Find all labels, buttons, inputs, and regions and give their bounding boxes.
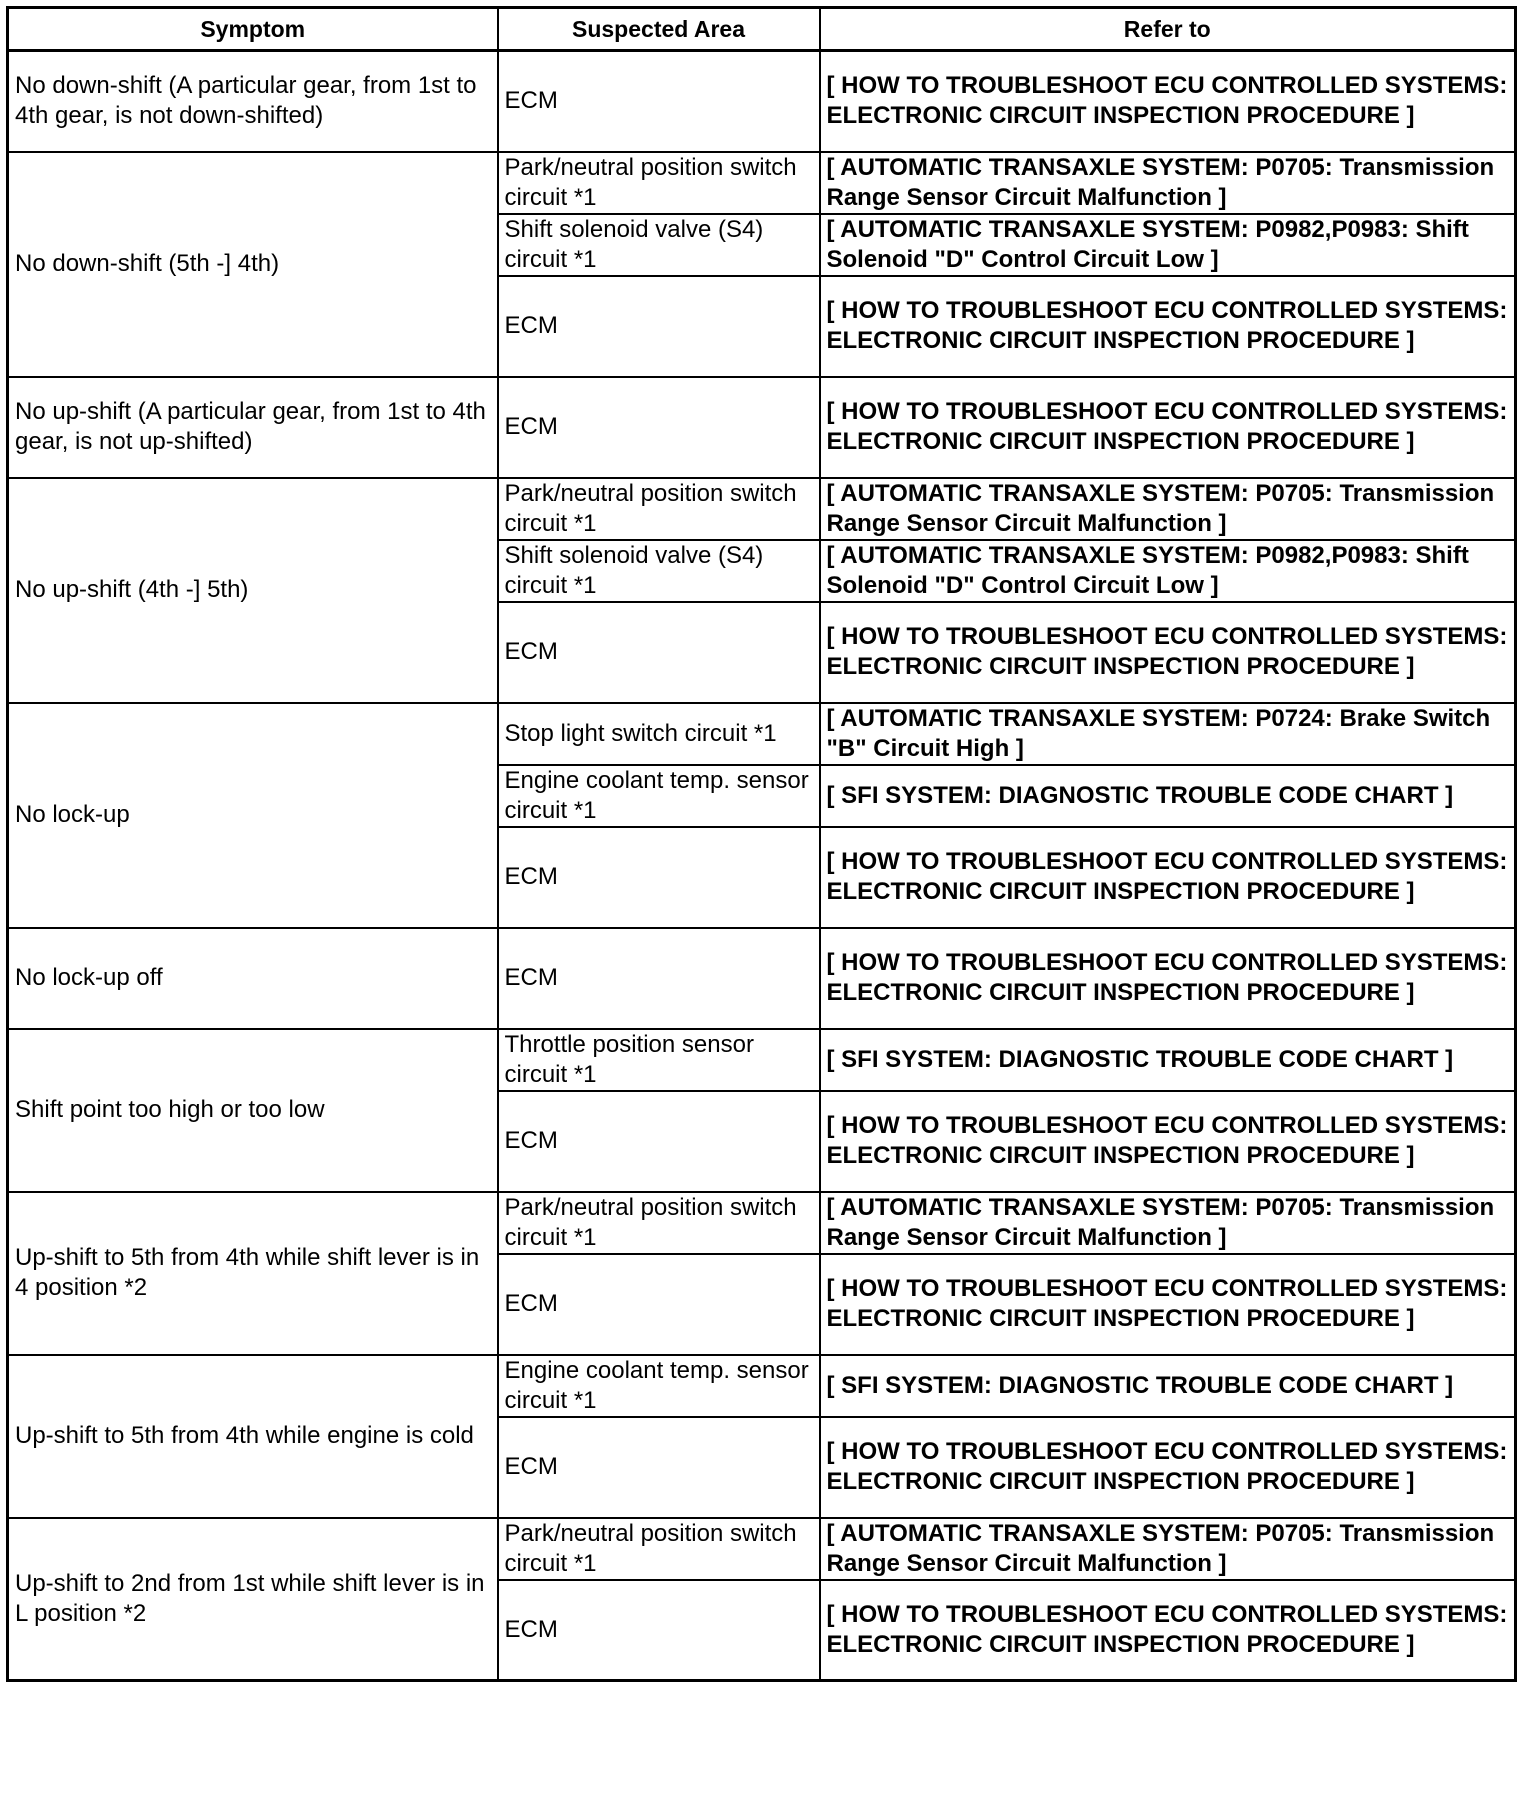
header-suspected-area: Suspected Area <box>498 8 820 51</box>
refer-to-cell: [ AUTOMATIC TRANSAXLE SYSTEM: P0705: Transmission Range Sensor Circuit Malfunction ] <box>820 1518 1516 1580</box>
symptom-cell: No up-shift (A particular gear, from 1st to 4th gear, is not up-shifted) <box>8 377 498 478</box>
table-row <box>8 703 1516 765</box>
table-row <box>8 1355 1516 1417</box>
suspected-area-cell: ECM <box>498 377 820 478</box>
header-symptom: Symptom <box>8 8 498 51</box>
suspected-area-cell: Throttle position sensor circuit *1 <box>498 1029 820 1091</box>
refer-to-cell: [ HOW TO TROUBLESHOOT ECU CONTROLLED SYSTEMS: ELECTRONIC CIRCUIT INSPECTION PROCEDURE ] <box>820 1091 1516 1192</box>
suspected-area-cell: ECM <box>498 51 820 152</box>
table-row <box>8 1029 1516 1091</box>
symptom-cell: Up-shift to 5th from 4th while shift lever is in 4 position *2 <box>8 1192 498 1355</box>
refer-to-cell: [ HOW TO TROUBLESHOOT ECU CONTROLLED SYSTEMS: ELECTRONIC CIRCUIT INSPECTION PROCEDURE ] <box>820 928 1516 1029</box>
suspected-area-cell: Shift solenoid valve (S4) circuit *1 <box>498 214 820 276</box>
suspected-area-cell: Park/neutral position switch circuit *1 <box>498 1192 820 1254</box>
refer-to-cell: [ HOW TO TROUBLESHOOT ECU CONTROLLED SYSTEMS: ELECTRONIC CIRCUIT INSPECTION PROCEDURE ] <box>820 1417 1516 1518</box>
refer-to-cell: [ HOW TO TROUBLESHOOT ECU CONTROLLED SYSTEMS: ELECTRONIC CIRCUIT INSPECTION PROCEDURE ] <box>820 1254 1516 1355</box>
symptom-cell: No lock-up <box>8 703 498 928</box>
suspected-area-cell: ECM <box>498 1417 820 1518</box>
suspected-area-cell: ECM <box>498 1091 820 1192</box>
refer-to-cell: [ SFI SYSTEM: DIAGNOSTIC TROUBLE CODE CHART ] <box>820 765 1516 827</box>
suspected-area-cell: ECM <box>498 276 820 377</box>
header-refer-to: Refer to <box>820 8 1516 51</box>
suspected-area-cell: ECM <box>498 928 820 1029</box>
table-body <box>8 51 1516 1681</box>
refer-to-cell: [ AUTOMATIC TRANSAXLE SYSTEM: P0982,P0983: Shift Solenoid "D" Control Circuit Low ] <box>820 540 1516 602</box>
table-row <box>8 1192 1516 1254</box>
suspected-area-cell: ECM <box>498 602 820 703</box>
table-row <box>8 928 1516 1029</box>
refer-to-cell: [ HOW TO TROUBLESHOOT ECU CONTROLLED SYSTEMS: ELECTRONIC CIRCUIT INSPECTION PROCEDURE ] <box>820 276 1516 377</box>
refer-to-cell: [ AUTOMATIC TRANSAXLE SYSTEM: P0705: Transmission Range Sensor Circuit Malfunction ] <box>820 152 1516 214</box>
refer-to-cell: [ SFI SYSTEM: DIAGNOSTIC TROUBLE CODE CHART ] <box>820 1029 1516 1091</box>
symptom-cell: No down-shift (A particular gear, from 1st to 4th gear, is not down-shifted) <box>8 51 498 152</box>
table-row <box>8 152 1516 214</box>
symptom-cell: No lock-up off <box>8 928 498 1029</box>
suspected-area-cell: Engine coolant temp. sensor circuit *1 <box>498 1355 820 1417</box>
suspected-area-cell: Park/neutral position switch circuit *1 <box>498 1518 820 1580</box>
refer-to-cell: [ HOW TO TROUBLESHOOT ECU CONTROLLED SYSTEMS: ELECTRONIC CIRCUIT INSPECTION PROCEDURE ] <box>820 827 1516 928</box>
table-row <box>8 1518 1516 1580</box>
refer-to-cell: [ HOW TO TROUBLESHOOT ECU CONTROLLED SYSTEMS: ELECTRONIC CIRCUIT INSPECTION PROCEDURE ] <box>820 377 1516 478</box>
refer-to-cell: [ SFI SYSTEM: DIAGNOSTIC TROUBLE CODE CHART ] <box>820 1355 1516 1417</box>
suspected-area-cell: Park/neutral position switch circuit *1 <box>498 152 820 214</box>
suspected-area-cell: ECM <box>498 827 820 928</box>
table-row <box>8 377 1516 478</box>
table-row <box>8 478 1516 540</box>
symptom-cell: No up-shift (4th -] 5th) <box>8 478 498 703</box>
refer-to-cell: [ AUTOMATIC TRANSAXLE SYSTEM: P0705: Transmission Range Sensor Circuit Malfunction ] <box>820 1192 1516 1254</box>
suspected-area-cell: Shift solenoid valve (S4) circuit *1 <box>498 540 820 602</box>
table-header-row <box>8 8 1516 51</box>
symptom-table <box>6 6 1517 1682</box>
suspected-area-cell: ECM <box>498 1580 820 1681</box>
refer-to-cell: [ HOW TO TROUBLESHOOT ECU CONTROLLED SYSTEMS: ELECTRONIC CIRCUIT INSPECTION PROCEDURE ] <box>820 51 1516 152</box>
refer-to-cell: [ AUTOMATIC TRANSAXLE SYSTEM: P0982,P0983: Shift Solenoid "D" Control Circuit Low ] <box>820 214 1516 276</box>
symptom-cell: Shift point too high or too low <box>8 1029 498 1192</box>
symptom-cell: Up-shift to 2nd from 1st while shift lever is in L position *2 <box>8 1518 498 1681</box>
suspected-area-cell: Engine coolant temp. sensor circuit *1 <box>498 765 820 827</box>
refer-to-cell: [ HOW TO TROUBLESHOOT ECU CONTROLLED SYSTEMS: ELECTRONIC CIRCUIT INSPECTION PROCEDURE ] <box>820 1580 1516 1681</box>
table-row <box>8 51 1516 152</box>
suspected-area-cell: ECM <box>498 1254 820 1355</box>
refer-to-cell: [ AUTOMATIC TRANSAXLE SYSTEM: P0724: Brake Switch "B" Circuit High ] <box>820 703 1516 765</box>
suspected-area-cell: Park/neutral position switch circuit *1 <box>498 478 820 540</box>
refer-to-cell: [ HOW TO TROUBLESHOOT ECU CONTROLLED SYSTEMS: ELECTRONIC CIRCUIT INSPECTION PROCEDURE ] <box>820 602 1516 703</box>
troubleshooting-document <box>6 6 1517 1682</box>
suspected-area-cell: Stop light switch circuit *1 <box>498 703 820 765</box>
symptom-cell: No down-shift (5th -] 4th) <box>8 152 498 377</box>
symptom-cell: Up-shift to 5th from 4th while engine is cold <box>8 1355 498 1518</box>
refer-to-cell: [ AUTOMATIC TRANSAXLE SYSTEM: P0705: Transmission Range Sensor Circuit Malfunction ] <box>820 478 1516 540</box>
